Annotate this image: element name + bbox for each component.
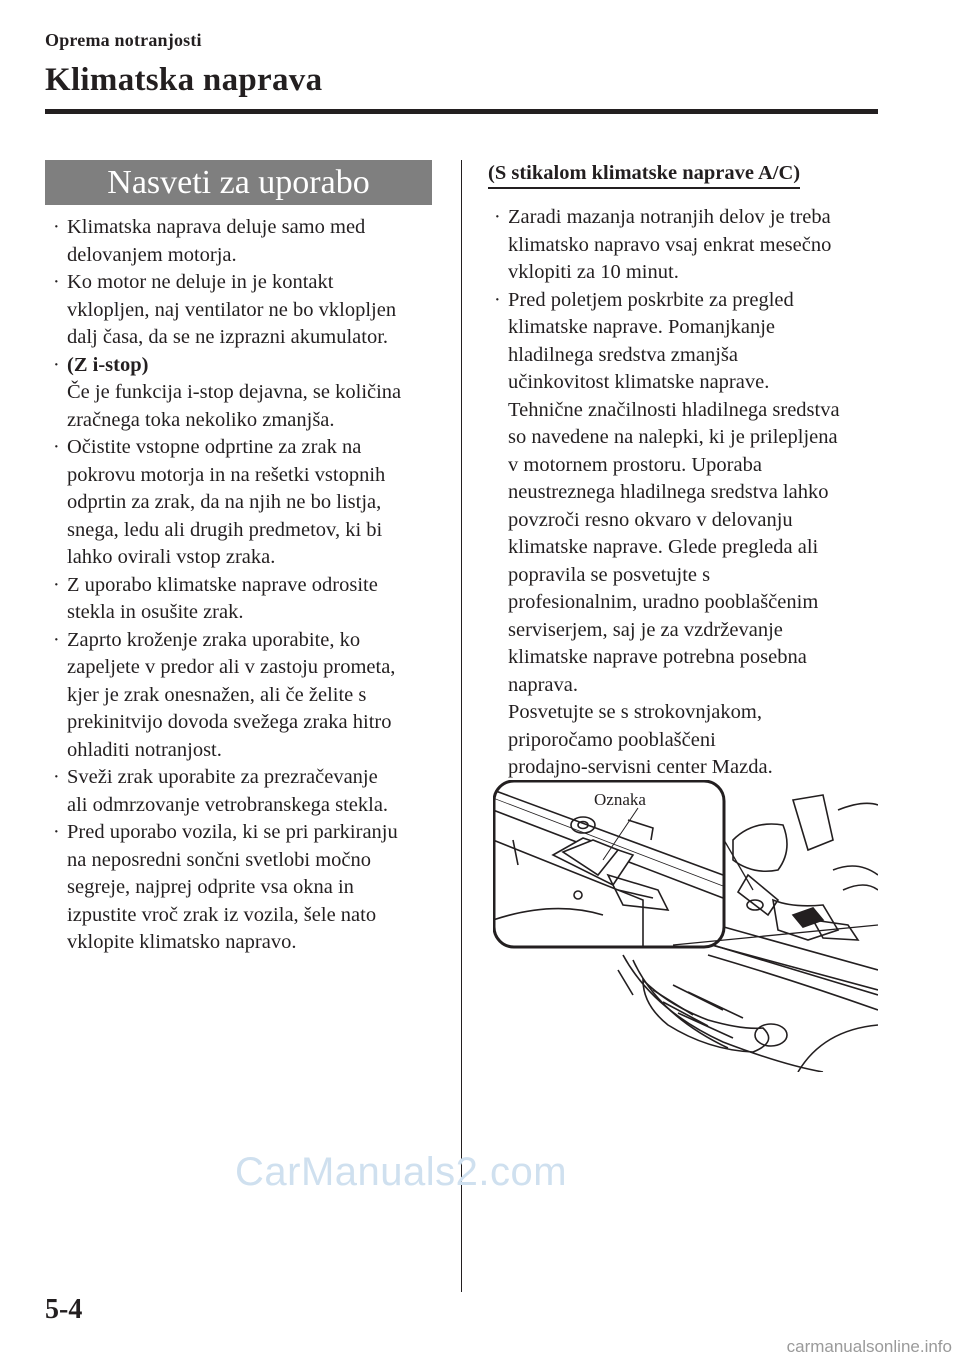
bullet-line: Posvetujte se s strokovnjakom, [508,701,762,723]
bullet-line: klimatske naprave. Pomanjkanje [508,316,775,338]
bullet-line: izpustite vroč zrak iz vozila, šele nato [67,903,377,926]
bullet-line: klimatske naprave potrebna posebna [508,646,807,668]
page-number: 5-4 [45,1294,83,1325]
bullet-line: kjer je zrak onesnažen, ali če želite s [67,683,367,706]
bullet-line: ohladiti notranjost. [67,738,222,761]
bullet-item [47,214,442,269]
bullet-line: učinkovitost klimatske naprave. [508,371,770,393]
bullet-line: zračnega toka nekoliko zmanjša. [67,408,335,431]
bullet-line: vklopljen, naj ventilator ne bo vklopljen [67,298,397,321]
bullet-line: dalj časa, da se ne izprazni akumulator. [67,326,389,348]
bullet-dot: · [53,766,60,788]
bullet-dot: · [53,353,60,376]
bullet-line: Zaradi mazanja notranjih delov je treba [508,206,831,228]
bullet-line: na neposredni sončni svetlobi močno [67,848,372,871]
bullet-line: odprtin za zrak, da na njih ne bo listja, [67,491,382,513]
bullet-item [488,287,878,782]
bullet-label: (Z i-stop) [67,353,149,376]
bullet-line: delovanjem motorja. [67,243,237,266]
chapter-label: Oprema notranjosti [45,30,202,50]
bullet-dot: · [53,821,60,843]
page-title: Klimatska naprava [45,62,323,98]
bullet-line: vklopiti za 10 minut. [508,261,679,283]
bullet-item [488,204,878,287]
bullet-item [47,434,442,572]
bullet-dot: · [53,628,60,651]
bullet-line: Tehnične značilnosti hladilnega sredstva [508,398,840,421]
bullet-item [47,352,442,435]
bullet-line: profesionalnim, uradno pooblaščenim [508,591,819,613]
bullet-line: snega, ledu ali drugih predmetov, ki bi [67,518,383,541]
bullet-item [47,572,442,627]
bullet-dot: · [53,216,60,238]
bullet-line: povzroči resno okvaro v delovanju [508,508,793,531]
bullet-line: Sveži zrak uporabite za prezračevanje [67,766,378,788]
bullet-item [47,269,442,352]
bullet-dot: · [494,288,501,311]
bullet-item [47,819,442,957]
callout-label: Oznaka [594,790,646,809]
bullet-line: hladilnega sredstva zmanjša [508,343,738,366]
engine-illustration-svg [493,780,878,1072]
bullet-item [47,764,442,819]
bullet-dot: · [53,436,60,458]
subheading: (S stikalom klimatske naprave A/C) [488,160,800,189]
bullet-line: klimatske naprave. Glede pregleda ali [508,536,819,558]
bullet-line: lahko ovirali vstop zraka. [67,546,276,568]
section-banner: Nasveti za uporabo [45,160,432,205]
bullet-line: pokrovu motorja in na rešetki vstopnih [67,463,386,486]
bullet-line: segreje, najprej odprite vsa okna in [67,876,354,898]
bullet-line: Zaprto kroženje zraka uporabite, ko [67,628,361,651]
bullet-item [47,627,442,765]
right-column [488,160,878,782]
bullet-dot: · [494,206,501,228]
left-bullet-list [47,214,442,957]
bullet-line: ali odmrzovanje vetrobranskega stekla. [67,793,389,816]
left-column [47,214,442,957]
bullet-line: so navedene na nalepki, ki je prilepljena [508,426,838,448]
bullet-line: Klimatska naprava deluje samo med [67,216,366,238]
bullet-line: prodajno-servisni center Mazda. [508,756,773,778]
bullet-line: serviserjem, saj je za vzdrževanje [508,618,783,641]
bullet-line: Pred poletjem poskrbite za pregled [508,288,794,311]
bullet-dot: · [53,573,60,596]
bullet-line: prekinitvijo dovoda svežega zraka hitro [67,711,392,733]
bullet-line: zapeljete v predor ali v zastoju prometa, [67,656,396,678]
footer-site: carmanualsonline.info [786,1337,952,1356]
column-divider [461,160,462,1292]
bullet-line: klimatsko napravo vsaj enkrat mesečno [508,233,832,256]
title-rule [45,109,878,114]
watermark-text: CarManuals2.com [235,1150,568,1194]
bullet-line: stekla in osušite zrak. [67,601,244,623]
bullet-line: Očistite vstopne odprtine za zrak na [67,436,362,458]
bullet-line: Z uporabo klimatske naprave odrosite [67,573,378,596]
right-bullet-list [488,204,878,782]
bullet-dot: · [53,271,60,293]
bullet-line: Če je funkcija i-stop dejavna, se količina [67,381,402,403]
bullet-line: naprava. [508,673,578,696]
bullet-line: Pred uporabo vozila, ki se pri parkiranju [67,821,398,843]
bullet-line: v motornem prostoru. Uporaba [508,453,762,476]
bullet-line: popravila se posvetujte s [508,563,711,586]
bullet-line: priporočamo pooblaščeni [508,728,716,751]
bullet-line: Ko motor ne deluje in je kontakt [67,271,334,293]
bullet-line: neustreznega hladilnega sredstva lahko [508,481,829,503]
bullet-line: vklopite klimatsko napravo. [67,931,297,953]
engine-compartment-illustration [493,780,878,1072]
